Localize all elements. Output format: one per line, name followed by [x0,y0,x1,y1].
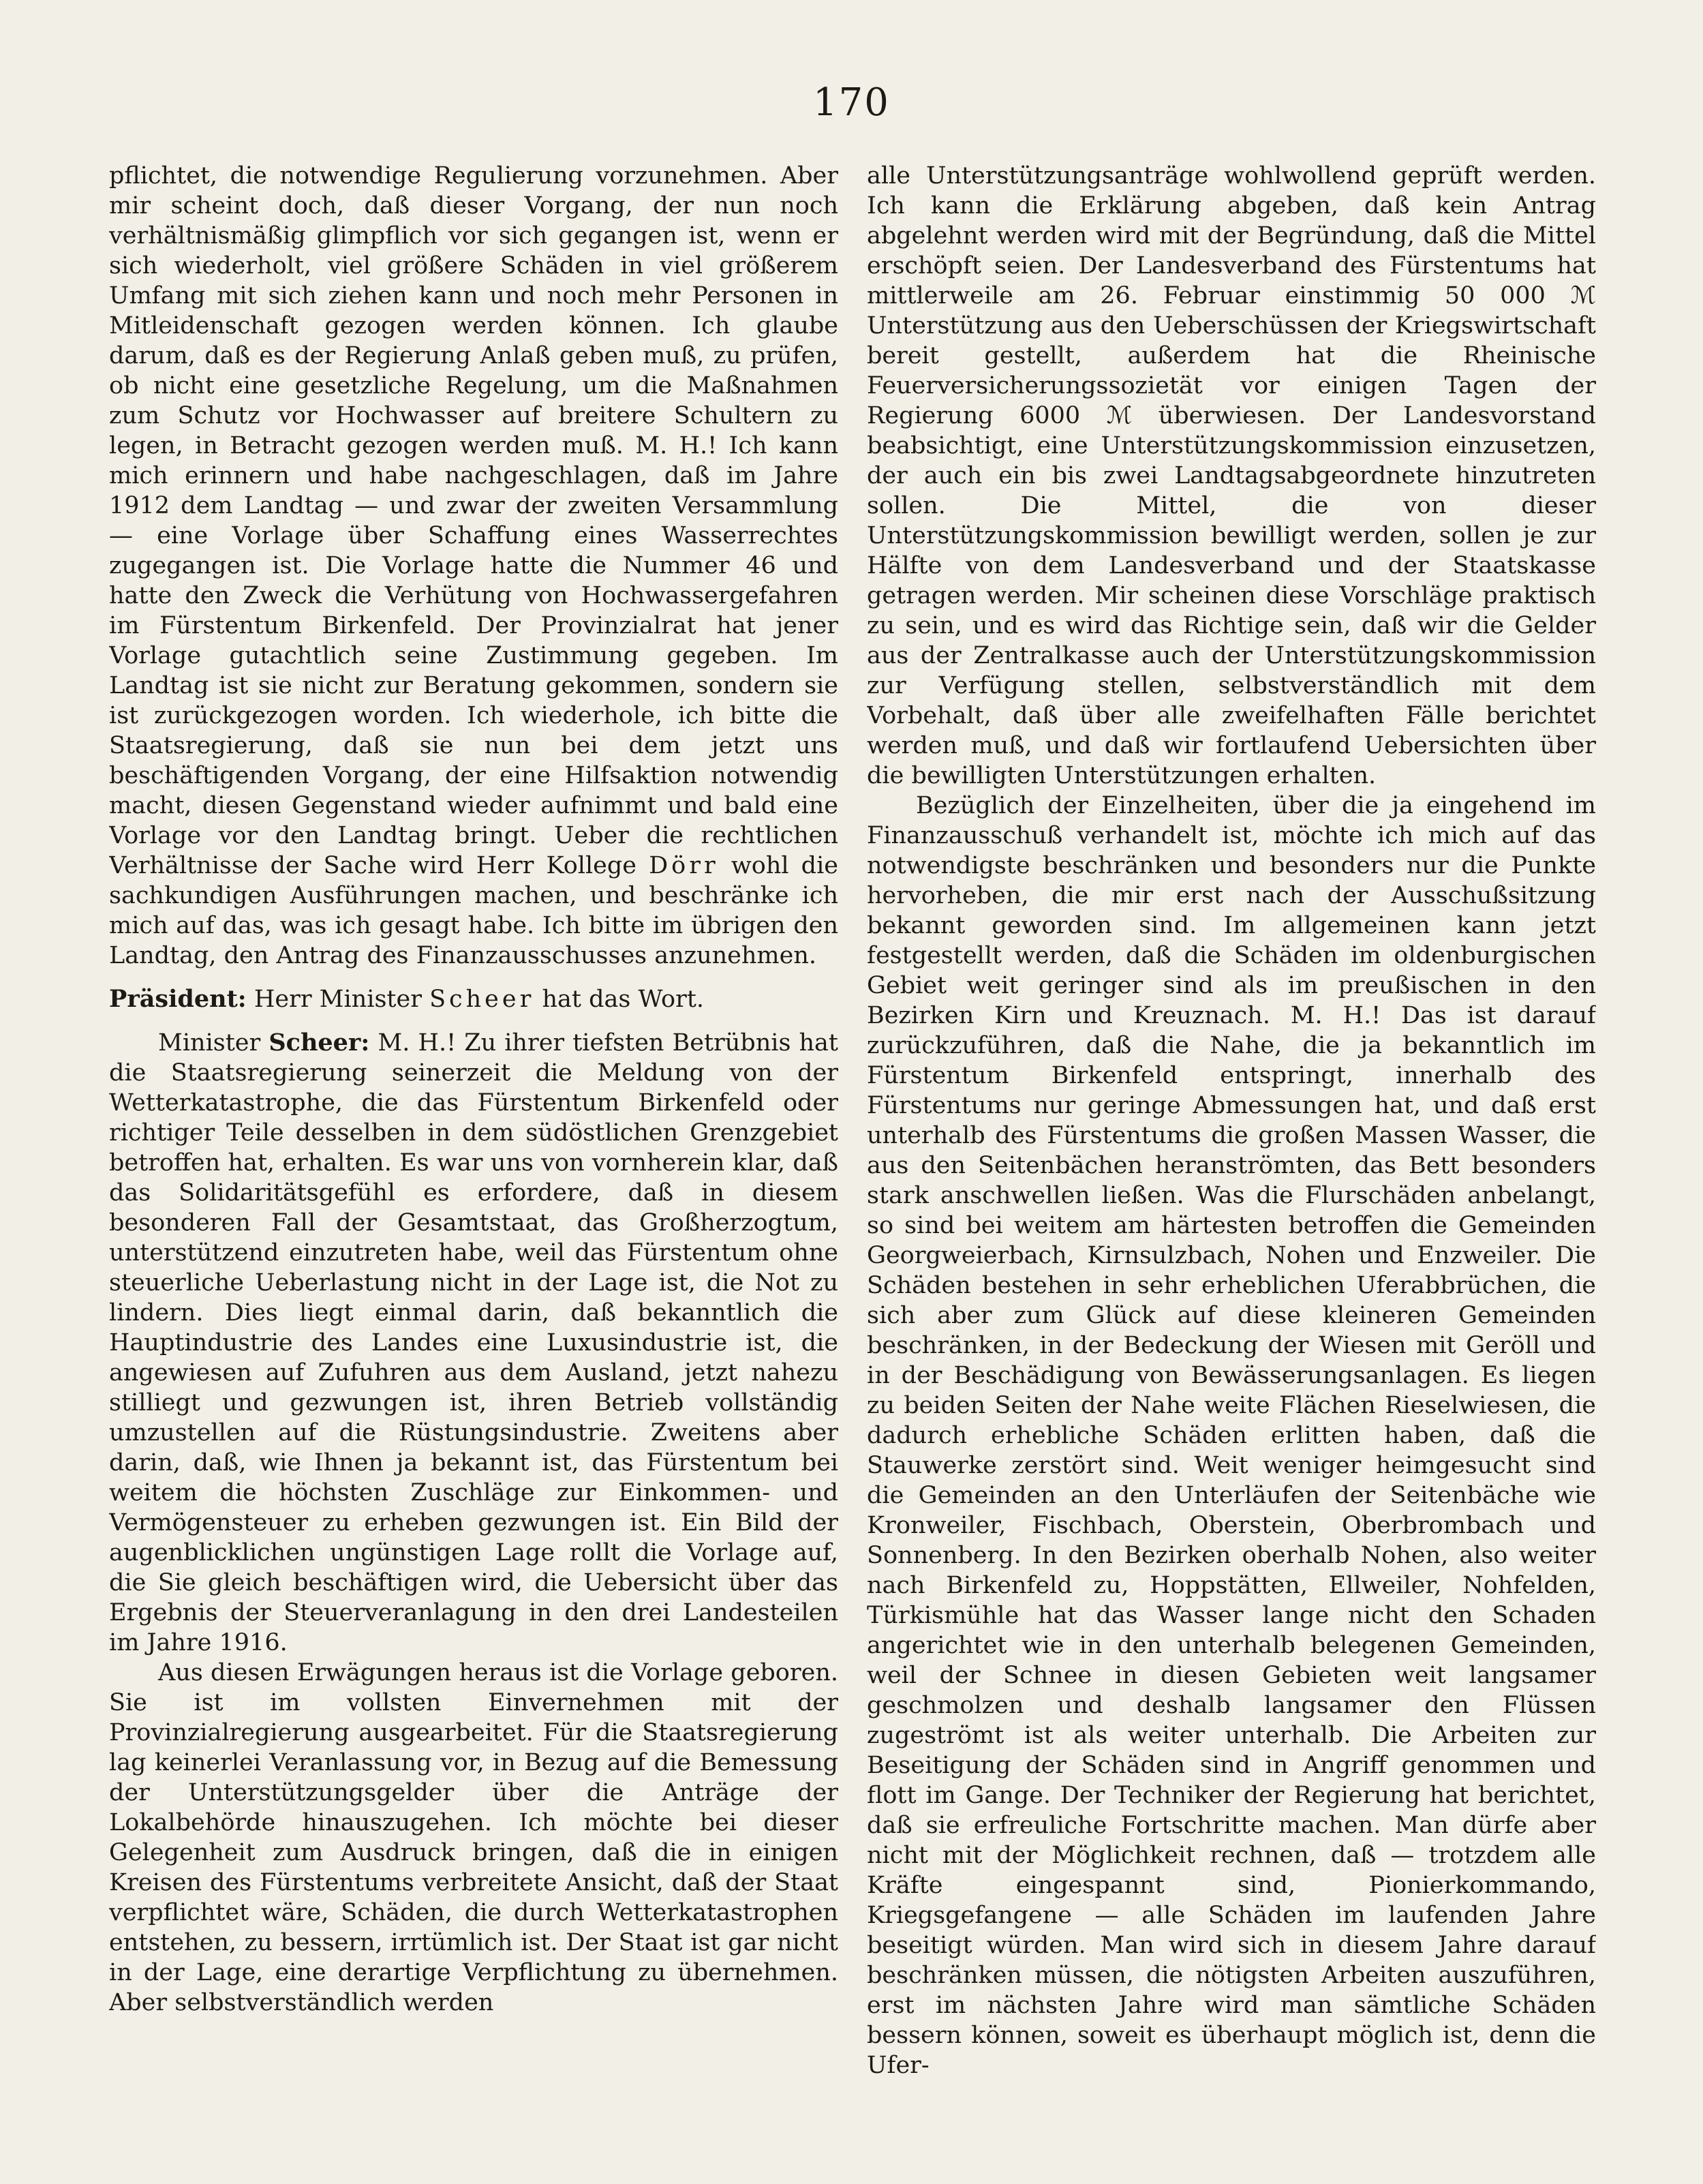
page-number: 170 [813,80,890,125]
paragraph-text: Herr Minister [254,986,422,1013]
left-column [109,161,838,2124]
paragraph-text: M. H.! Zu ihrer tiefsten Betrübnis hat die Staatsregierung seinerzeit die Meldung von der Wetterkatastrophe, die das Fürstentum Birkenfeld oder richtiger Teile desselben in dem südöstlichen Grenzgebiet betroffen hat, erhalten. Es war uns von vornherein klar, daß das Solidaritätsgefühl es erfordere, daß in diesem besonderen Fall der Gesamtstaat, das Großherzogtum, unterstützend einzutreten habe, weil das Fürstentum ohne steuerliche Ueberlastung nicht in der Lage ist, die Not zu lindern. Dies liegt einmal darin, daß bekanntlich die Hauptindustrie des Landes eine Luxusindustrie ist, die angewiesen auf Zufuhren aus dem Ausland, jetzt nahezu stilliegt und gezwungen ist, ihren Betrieb vollständig umzustellen auf die Rüstungsindustrie. Zweitens aber darin, daß, wie Ihnen ja bekannt ist, das Fürstentum bei weitem die höchsten Zuschläge zur Einkommen- und Vermögensteuer zu erheben gezwungen ist. Ein Bild der augenblicklichen ungünstigen Lage rollt die Vorlage auf, die Sie gleich beschäftigen wird, die Uebersicht über das Ergebnis der Steuerveranlagung in den drei Landesteilen im Jahre 1916. [109,1029,838,1656]
president-label: Präsident: [109,985,247,1013]
minister-name: Scheer [429,986,535,1013]
right-column [867,161,1596,2124]
paragraph-left-4: Aus diesen Erwägungen heraus ist die Vorlage geboren. Sie ist im vollsten Einvernehmen mit der Provinzialregierung ausgearbeitet. Für die Staatsregierung lag keinerlei Veranlassung vor, in Bezug auf die Bemessung der Unterstützungsgelder über die Anträge der Lokalbehörde hinauszugehen. Ich möchte bei dieser Gelegenheit zum Ausdruck bringen, daß die in einigen Kreisen des Fürstentums verbreitete Ansicht, daß der Staat verpflichtet wäre, Schäden, die durch Wetterkatastrophen entstehen, zu bessern, irrtümlich ist. Der Staat ist gar nicht in der Lage, eine derartige Verpflichtung zu übernehmen. Aber selbstverständlich werden [109,1659,838,2016]
president-statement [109,984,838,1014]
paragraph-left-1 [109,161,838,971]
speaker-name-doerr: Dörr [649,852,719,879]
paragraph-text: pflichtet, die notwendige Regulierung vorzunehmen. Aber mir scheint doch, daß dieser Vorgang, der nun noch verhältnismäßig glimpflich vor sich gegangen ist, wenn er sich wiederholt, viel größere Schäden in viel größerem Umfang mit sich ziehen kann und noch mehr Personen in Mitleidenschaft gezogen werden können. Ich glaube darum, daß es der Regierung Anlaß geben muß, zu prüfen, ob nicht eine gesetzliche Regelung, um die Maßnahmen zum Schutz vor Hochwasser auf breitere Schultern zu legen, in Betracht gezogen werden muß. M. H.! Ich kann mich erinnern und habe nachgeschlagen, daß im Jahre 1912 dem Landtag — und zwar der zweiten Versammlung — eine Vorlage über Schaffung eines Wasserrechtes zugegangen ist. Die Vorlage hatte die Nummer 46 und hatte den Zweck die Verhütung von Hochwassergefahren im Fürstentum Birkenfeld. Der Provinzialrat hat jener Vorlage gutachtlich seine Zustimmung gegeben. Im Landtag ist sie nicht zur Beratung gekommen, sondern sie ist zurückgezogen worden. Ich wiederhole, ich bitte die Staatsregierung, daß sie nun bei dem jetzt uns beschäftigenden Vorgang, der eine Hilfsaktion notwendig macht, diesen Gegenstand wieder aufnimmt und bald eine Vorlage vor den Landtag bringt. Ueber die rechtlichen Verhältnisse der Sache wird Herr Kollege [109,162,838,879]
paragraph-right-2: Bezüglich der Einzelheiten, über die ja eingehend im Finanzausschuß verhandelt ist, möchte ich mich auf das notwendigste beschränken und besonders nur die Punkte hervorheben, die mir erst nach der Ausschußsitzung bekannt geworden sind. Im allgemeinen kann jetzt festgestellt werden, daß die Schäden im oldenburgischen Gebiet weit geringer sind als im preußischen in den Bezirken Kirn und Kreuznach. M. H.! Das ist darauf zurückzuführen, daß die Nahe, die ja bekanntlich im Fürstentum Birkenfeld entspringt, innerhalb des Fürstentums nur geringe Abmessungen hat, und daß erst unterhalb des Fürstentums die großen Massen Wasser, die aus den Seitenbächen heranströmten, das Bett besonders stark anschwellen ließen. Was die Flurschäden anbelangt, so sind bei weitem am härtesten betroffen die Gemeinden Georgweierbach, Kirnsulzbach, Nohen und Enzweiler. Die Schäden bestehen in sehr erheblichen Uferabbrüchen, die sich aber zum Glück auf diese kleineren Gemeinden beschränken, in der Bedeckung der Wiesen mit Geröll und in der Beschädigung von Bewässerungsanlagen. Es liegen zu beiden Seiten der Nahe weite Flächen Rieselwiesen, die dadurch erhebliche Schäden erlitten haben, daß die Stauwerke zerstört sind. Weit weniger heimgesucht sind die Gemeinden an den Unterläufen der Seitenbäche wie Kronweiler, Fischbach, Oberstein, Oberbrombach und Sonnenberg. In den Bezirken oberhalb Nohen, also weiter nach Birkenfeld zu, Hoppstätten, Ellweiler, Nohfelden, Türkismühle hat das Wasser lange nicht den Schaden angerichtet wie in den unterhalb belegenen Gemeinden, weil der Schnee in diesen Gebieten weit langsamer geschmolzen und deshalb langsamer den Flüssen zugeströmt ist als weiter unterhalb. Die Arbeiten zur Beseitigung der Schäden sind in Angriff genommen und flott im Gange. Der Techniker der Regierung hat berichtet, daß sie erfreuliche Fortschritte machen. Man dürfe aber nicht mit der Möglichkeit rechnen, daß — trotzdem alle Kräfte eingespannt sind, Pionierkommando, Kriegsgefangene — alle Schäden im laufenden Jahre beseitigt würden. Man wird sich in diesem Jahre darauf beschränken müssen, die nötigsten Arbeiten auszuführen, erst im nächsten Jahre wird man sämtliche Schäden bessern können, soweit es überhaupt möglich ist, denn die Ufer- [867,792,1596,2079]
paragraph-left-3 [109,1028,838,1658]
paragraph-right-1: alle Unterstützungsanträge wohlwollend geprüft werden. Ich kann die Erklärung abgeben, daß kein Antrag abgelehnt werden wird mit der Begründung, daß die Mittel erschöpft seien. Der Landesverband des Fürstentums hat mittlerweile am 26. Februar einstimmig 50 000 ℳ Unterstützung aus den Ueberschüssen der Kriegswirtschaft bereit gestellt, außerdem hat die Rheinische Feuerversicherungssozietät vor einigen Tagen der Regierung 6000 ℳ überwiesen. Der Landesvorstand beabsichtigt, eine Unterstützungskommission einzusetzen, der auch ein bis zwei Landtagsabgeordnete hinzutreten sollen. Die Mittel, die von dieser Unterstützungskommission bewilligt werden, sollen je zur Hälfte von dem Landesverband und der Staatskasse getragen werden. Mir scheinen diese Vorschläge praktisch zu sein, und es wird das Richtige sein, daß wir die Gelder aus der Zentralkasse auch der Unterstützungskommission zur Verfügung stellen, selbstverständlich mit dem Vorbehalt, daß über alle zweifelhaften Fälle berichtet werden muß, und daß wir fortlaufend Uebersichten über die bewilligten Unterstützungen erhalten. [867,162,1596,789]
minister-prefix: Minister [158,1029,261,1057]
paragraph-text: wohl die sachkundigen Ausführungen machen, und beschränke ich mich auf das, was ich gesagt habe. Ich bitte im übrigen den Landtag, den Antrag des Finanzausschusses anzunehmen. [109,852,838,969]
minister-speaker-label: Scheer: [269,1029,370,1057]
paragraph-text: hat das Wort. [542,986,705,1013]
